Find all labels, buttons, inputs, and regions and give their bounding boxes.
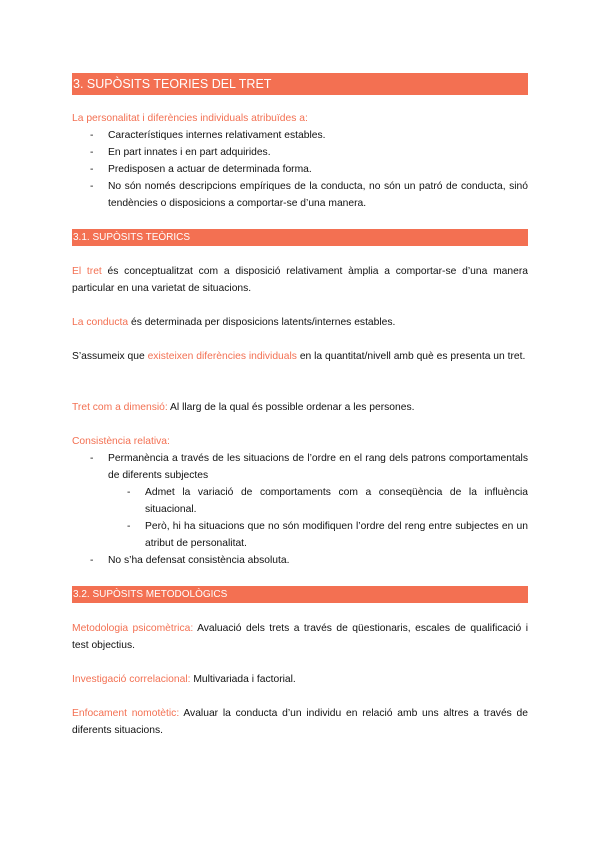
term-label: Metodologia psicomètrica: xyxy=(72,623,194,634)
paragraph-dimension xyxy=(72,399,528,416)
paragraph-nomothetic xyxy=(72,705,528,739)
paragraph-text: S’assumeix que xyxy=(72,351,148,362)
paragraph-text: és determinada per disposicions latents/internes estables. xyxy=(128,317,396,328)
list-item: No s’ha defensat consistència absoluta. xyxy=(108,555,290,566)
list-item: No són només descripcions empíriques de la conducta, no són un patró de conducta, sinó tendències o disposicions a comportar-se d’una manera. xyxy=(108,181,528,209)
section-3-1-heading: 3.1. SUPÒSITS TEÒRICS xyxy=(72,229,528,246)
paragraph-trait xyxy=(72,263,528,297)
term-label: Investigació correlacional: xyxy=(72,674,191,685)
term-label: Enfocament nomotètic: xyxy=(72,708,180,719)
list-item: Característiques internes relativament estables. xyxy=(108,130,326,141)
paragraph-text: Avaluar la conducta d’un individu en relació amb uns altres a través de diferents situacions. xyxy=(72,708,529,736)
bullet-dash: - xyxy=(127,487,131,498)
paragraph-psychometric xyxy=(72,620,528,654)
list-item: En part innates i en part adquirides. xyxy=(108,147,271,158)
paragraph-behavior xyxy=(72,314,528,331)
list-item: Permanència a través de les situacions de l’ordre en el rang dels patrons comportamentals de diferents subjectes xyxy=(108,453,528,481)
sub-list-item: Admet la variació de comportaments com a conseqüència de la influència situacional. xyxy=(145,487,528,515)
term-label: La conducta xyxy=(72,317,129,328)
list-item: Predisposen a actuar de determinada forma. xyxy=(108,164,312,175)
term-label: Tret com a dimensió: xyxy=(72,402,168,413)
bullet-dash: - xyxy=(90,130,94,141)
paragraph-correlational xyxy=(72,671,528,688)
term-label: El tret xyxy=(72,266,102,277)
section-3-2-heading: 3.2. SUPÒSITS METODOLÒGICS xyxy=(72,586,528,603)
bullet-dash: - xyxy=(90,181,94,192)
bullet-dash: - xyxy=(127,521,131,532)
paragraph-text: Al llarg de la qual és possible ordenar a les persones. xyxy=(167,402,415,413)
paragraph-text: Avaluació dels trets a través de qüestionaris, escales de qualificació i test objectius. xyxy=(72,623,528,651)
paragraph-text: Multivariada i factorial. xyxy=(190,674,296,685)
bullet-dash: - xyxy=(90,164,94,175)
section-3-heading: 3. SUPÒSITS TEORIES DEL TRET xyxy=(72,73,528,95)
bullet-dash: - xyxy=(90,453,94,464)
consistency-label: Consistència relativa: xyxy=(72,436,170,447)
term-label: existeixen diferències individuals xyxy=(147,351,297,362)
bullet-dash: - xyxy=(90,147,94,158)
bullet-dash: - xyxy=(90,555,94,566)
paragraph-text: en la quantitat/nivell amb què es presenta un tret. xyxy=(296,351,526,362)
sub-list-item: Però, hi ha situacions que no són modifiquen l’ordre del reng entre subjectes en un atribut de personalitat. xyxy=(145,521,528,549)
section-3-intro-label: La personalitat i diferències individuals atribuïdes a: xyxy=(72,113,308,124)
paragraph-differences xyxy=(72,348,528,365)
paragraph-text: és conceptualitzat com a disposició relativament àmplia a comportar-se d’una manera particular en una varietat de situacions. xyxy=(72,266,528,294)
